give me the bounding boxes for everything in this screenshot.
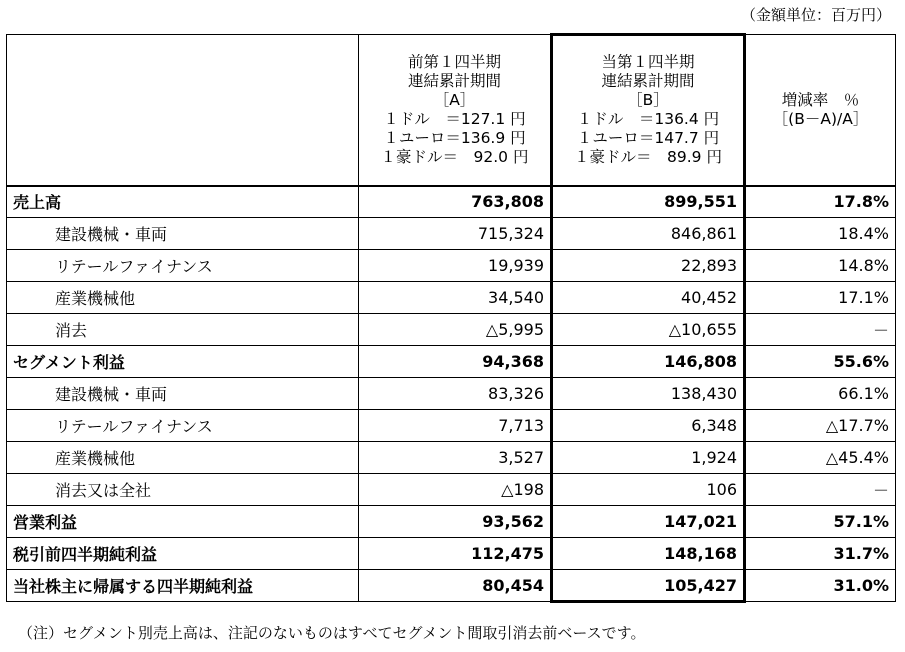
row-label: 当社株主に帰属する四半期純利益 [7,570,359,602]
curr-period-value: 1,924 [552,442,745,474]
row-label: 税引前四半期純利益 [7,538,359,570]
unit-note: （金額単位：百万円） [740,6,891,24]
row-label: 産業機械他 [7,282,359,314]
change-rate-value: － [745,314,896,346]
row-label: セグメント利益 [7,346,359,378]
table-body [7,186,896,602]
curr-period-value: 146,808 [552,346,745,378]
row-label: 建設機械・車両 [7,218,359,250]
change-rate-value: 31.7% [745,538,896,570]
row-label: 産業機械他 [7,442,359,474]
prev-period-value: 3,527 [359,442,552,474]
curr-period-value: 105,427 [552,570,745,602]
header-curr-line: １ユーロ＝147.7 円 [576,129,720,148]
header-prev-line: 連結累計期間 [407,71,501,90]
prev-period-value: △5,995 [359,314,552,346]
table-row [7,506,896,538]
row-label: リテールファイナンス [7,250,359,282]
table-row [7,250,896,282]
curr-period-value: 899,551 [552,186,745,218]
change-rate-value: 14.8% [745,250,896,282]
table-row [7,442,896,474]
prev-period-value: 19,939 [359,250,552,282]
header-change-rate [745,35,896,186]
financial-table [6,33,896,603]
change-rate-value: 17.1% [745,282,896,314]
prev-period-value: 80,454 [359,570,552,602]
header-label-cell [7,35,359,186]
financial-table-wrapper [6,33,896,603]
prev-period-value: 715,324 [359,218,552,250]
change-rate-value: 18.4% [745,218,896,250]
table-row [7,314,896,346]
prev-period-value: 763,808 [359,186,552,218]
header-prev-line: １ドル ＝127.1 円 [383,109,526,128]
change-rate-value: 57.1% [745,506,896,538]
curr-period-value: 22,893 [552,250,745,282]
curr-period-value: 40,452 [552,282,745,314]
header-prev-line: １ユーロ＝136.9 円 [383,128,526,147]
change-rate-value: 31.0% [745,570,896,602]
header-rate-line: 増減率 ％ [781,90,860,109]
table-row [7,378,896,410]
row-label: リテールファイナンス [7,410,359,442]
prev-period-value: 7,713 [359,410,552,442]
table-row [7,410,896,442]
table-row [7,186,896,218]
header-curr-line: ［B］ [627,91,669,110]
change-rate-value: 55.6% [745,346,896,378]
header-curr-line: １豪ドル＝ 89.9 円 [574,148,722,167]
prev-period-value: 34,540 [359,282,552,314]
change-rate-value: 17.8% [745,186,896,218]
header-prev-line: １豪ドル＝ 92.0 円 [380,147,529,166]
curr-period-value: 846,861 [552,218,745,250]
prev-period-value: 112,475 [359,538,552,570]
footnote: （注）セグメント別売上高は、注記のないものはすべてセグメント間取引消去前ベースです。 [18,624,646,642]
change-rate-value: － [745,474,896,506]
curr-period-value: △10,655 [552,314,745,346]
table-row [7,570,896,602]
header-rate-line: ［(B－A)/A］ [772,109,869,128]
curr-period-value: 138,430 [552,378,745,410]
table-row [7,538,896,570]
table-row [7,218,896,250]
header-curr-line: 当第１四半期 [601,53,695,72]
table-row [7,346,896,378]
table-row [7,282,896,314]
prev-period-value: 93,562 [359,506,552,538]
change-rate-value: △17.7% [745,410,896,442]
header-curr-line: １ドル ＝136.4 円 [576,110,720,129]
row-label: 営業利益 [7,506,359,538]
prev-period-value: △198 [359,474,552,506]
header-row [7,35,896,186]
curr-period-value: 147,021 [552,506,745,538]
curr-period-value: 6,348 [552,410,745,442]
change-rate-value: 66.1% [745,378,896,410]
row-label: 消去 [7,314,359,346]
table-row [7,474,896,506]
prev-period-value: 83,326 [359,378,552,410]
change-rate-value: △45.4% [745,442,896,474]
curr-period-value: 148,168 [552,538,745,570]
curr-period-value: 106 [552,474,745,506]
header-curr-line: 連結累計期間 [601,72,695,91]
header-prev-line: 前第１四半期 [407,52,501,71]
header-prev-period [359,35,552,186]
row-label: 建設機械・車両 [7,378,359,410]
row-label: 消去又は全社 [7,474,359,506]
prev-period-value: 94,368 [359,346,552,378]
row-label: 売上高 [7,186,359,218]
header-prev-line: ［A］ [433,90,476,109]
header-curr-period [552,35,745,186]
